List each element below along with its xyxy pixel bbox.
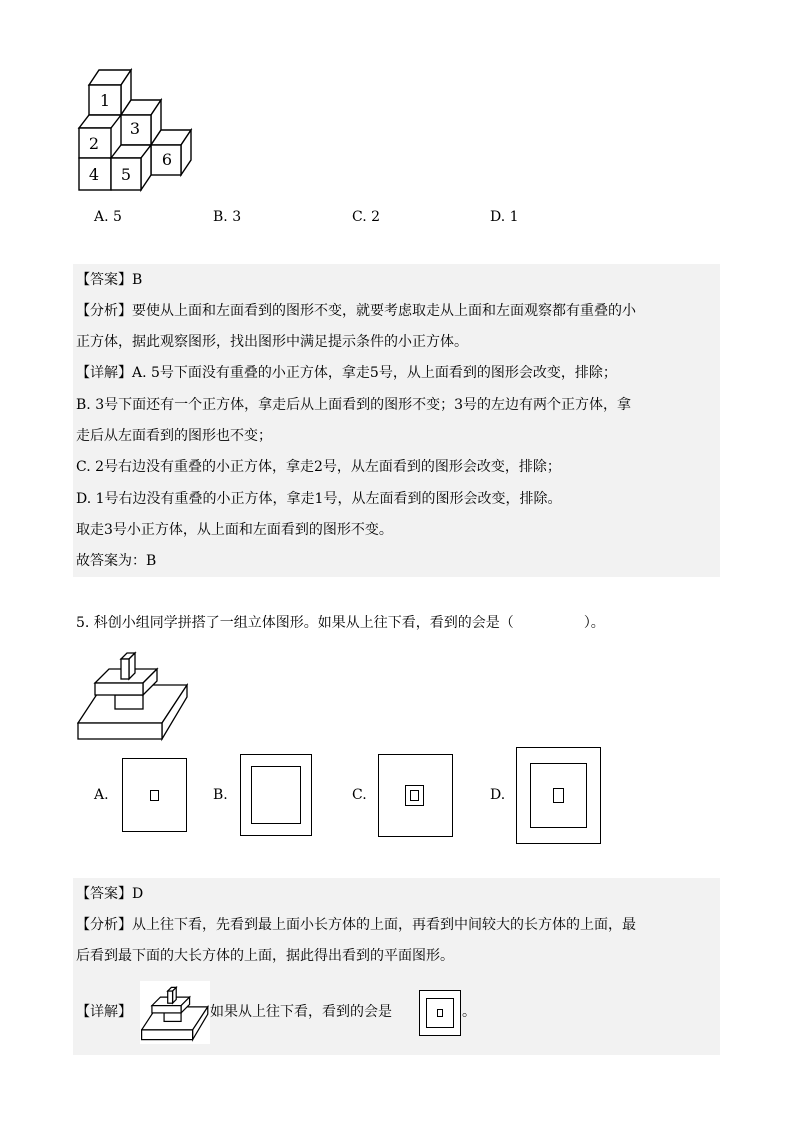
detail-text-q5: 如果从上往下看，看到的会是 xyxy=(210,1004,392,1020)
detail-end-q5: 。 xyxy=(462,1004,476,1020)
option-d-label[interactable]: D. xyxy=(490,787,506,803)
option-d-figure[interactable] xyxy=(516,747,601,844)
analysis-line-1: 【分析】要使从上面和左面看到的图形不变，就要考虑取走从上面和左面观察都有重叠的小 xyxy=(76,303,636,319)
cube-label-1: 1 xyxy=(99,91,111,110)
option-a-figure[interactable] xyxy=(122,758,187,832)
detail-line-2: B. 3号下面还有一个正方体，拿走后从上面看到的图形不变；3号的左边有两个正方体，拿 xyxy=(76,397,632,413)
detail-label-q5: 【详解】 xyxy=(76,1004,132,1020)
detail-line-1: 【详解】A. 5号下面没有重叠的小正方体，拿走5号，从上面看到的图形会改变，排除； xyxy=(76,365,617,381)
question-5-end: ）。 xyxy=(583,615,605,631)
detail-line-3: 走后从左面看到的图形也不变； xyxy=(76,428,272,444)
detail-line-6: 取走3号小正方体，从上面和左面看到的图形不变。 xyxy=(76,522,393,538)
stacked-blocks-figure xyxy=(77,645,189,742)
question-5-stem: 5. 科创小组同学拼搭了一组立体图形。如果从上往下看，看到的会是（ xyxy=(76,615,514,631)
detail-line-5: D. 1号右边没有重叠的小正方体，拿走1号，从左面看到的图形会改变，排除。 xyxy=(76,491,562,507)
cube-label-2: 2 xyxy=(88,134,100,153)
option-b-figure[interactable] xyxy=(240,754,312,836)
answer-line-q5: 【答案】D xyxy=(76,886,144,902)
cube-stack-figure xyxy=(75,65,200,193)
option-c-figure[interactable] xyxy=(378,754,453,837)
detail-stacked-figure xyxy=(141,982,209,1042)
analysis-line-q5-2: 后看到最下面的大长方体的上面，据此得出看到的平面图形。 xyxy=(76,948,454,964)
question-5-text xyxy=(76,608,605,639)
cube-label-5: 5 xyxy=(120,165,132,184)
answer-line: 【答案】B xyxy=(76,272,143,288)
cube-label-6: 6 xyxy=(161,150,173,169)
option-d[interactable]: D. 1 xyxy=(490,209,519,225)
detail-line-4: C. 2号右边没有重叠的小正方体，拿走2号，从左面看到的图形会改变，排除； xyxy=(76,459,561,475)
cube-label-4: 4 xyxy=(88,165,100,184)
analysis-line-q5-1: 【分析】从上往下看，先看到最上面小长方体的上面，再看到中间较大的长方体的上面，最 xyxy=(76,917,636,933)
detail-answer-figure xyxy=(419,990,461,1036)
option-b[interactable]: B. 3 xyxy=(213,209,242,225)
option-c[interactable]: C. 2 xyxy=(352,209,381,225)
cube-label-3: 3 xyxy=(129,119,141,138)
option-b-label[interactable]: B. xyxy=(213,787,228,803)
option-c-label[interactable]: C. xyxy=(352,787,367,803)
option-a[interactable]: A. 5 xyxy=(94,209,122,225)
option-a-label[interactable]: A. xyxy=(94,787,109,803)
analysis-line-2: 正方体，据此观察图形，找出图形中满足提示条件的小正方体。 xyxy=(76,334,468,350)
final-answer-line: 故答案为：B xyxy=(76,553,157,569)
